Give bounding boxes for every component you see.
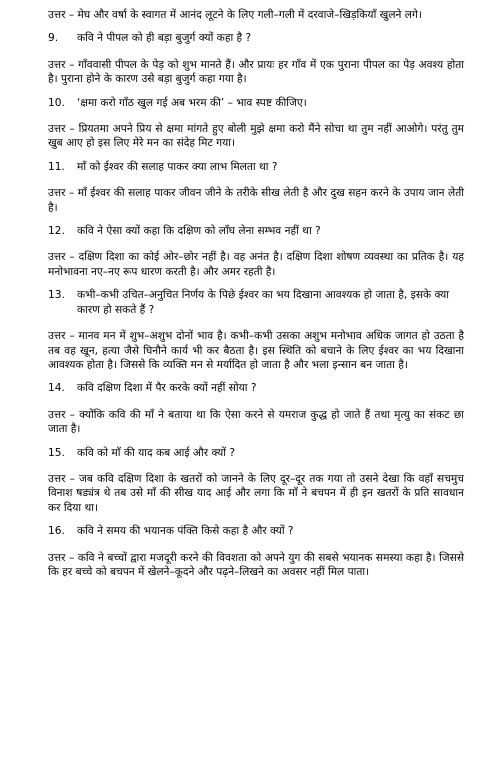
- answer-paragraph: उत्तर – प्रियतमा अपने प्रिय से क्षमा मांगते हुए बोली मुझे क्षमा करो मैंने सोचा था तुम नहीं आओगे। परंतु तुम खुब आए हो इस लिए मेरे मन का संदेह मिट गया।: [48, 123, 464, 150]
- question-number: 13.: [48, 289, 65, 302]
- question-line: [48, 288, 464, 317]
- question-number: 10.: [48, 96, 65, 109]
- question-line: [48, 224, 464, 238]
- question-line: [48, 96, 464, 110]
- answer-paragraph: उत्तर – कवि ने बच्चों द्वारा मजदूरी करने की विवशता को अपने युग की सबसे भयानक समस्या कहा है। जिससे कि हर बच्चे को बचपन में खेलने–कूदने और पढ़ने–लिखने का अवसर नहीं मिल पाता।: [48, 551, 464, 578]
- question-line: [48, 381, 464, 395]
- question-text: कवि ने पीपल को ही बड़ा बुजुर्ग क्यों कहा है ?: [77, 32, 252, 45]
- answer-paragraph: उत्तर – जब कवि दक्षिण दिशा के खतरों को जानने के लिए दूर–दूर तक गया तो उसने देखा कि वहाँ सचमुच विनाश षड्यंत्र थे तब उसे माँ की सीख याद आई और लगा कि माँ ने बचपन में ही इन खतरों के प्रति सावधान कर दिया था।: [48, 472, 464, 514]
- question-number: 9.: [48, 32, 59, 45]
- answer-paragraph: उत्तर – क्योंकि कवि की माँ ने बताया था कि ऐसा करने से यमराज कुद्ध हो जाते हैं तथा मृत्यु का संकट छा जाता है।: [48, 408, 464, 436]
- answer-paragraph: उत्तर – गाँववासी पीपल के पेड़ को शुभ मानते हैं। और प्रायः हर गाँव में एक पुराना पीपल का पेड़ अवश्य होता है। पुराना होने के कारण उसे बड़ा बुजुर्ग कहा गया है।: [48, 58, 464, 86]
- question-line: [48, 31, 464, 45]
- question-number: 15.: [48, 446, 65, 459]
- answer-paragraph: उत्तर – मेघ और वर्षा के स्वागत में आनंद लूटने के लिए गली–गली में दरवाजे–खिड़कियाँ खुलने लगे।: [48, 9, 422, 21]
- question-line: [48, 160, 464, 174]
- question-text: कवि दक्षिण दिशा में पैर करके क्यों नहीं सोया ?: [77, 382, 257, 395]
- question-text: ‘क्षमा करो गाँठ खुल गई अब भरम की’ – भाव स्पष्ट कीजिए।: [77, 96, 307, 109]
- question-text: कवि को माँ की याद कब आई और क्यों ?: [77, 446, 235, 459]
- question-number: 12.: [48, 225, 65, 238]
- question-line: [48, 446, 464, 460]
- question-line: [48, 524, 464, 538]
- question-text: माँ को ईश्वर की सलाह पाकर क्या लाभ मिलता था ?: [77, 160, 278, 173]
- question-text: कवि ने ऐसा क्यों कहा कि दक्षिण को लाँघ लेना सम्भव नहीं था ?: [77, 225, 321, 238]
- question-text: कभी–कभी उचित–अनुचित निर्णय के पिछे ईश्वर का भय दिखाना आवश्यक हो जाता है, इसके क्या कारण हो सकते हैं ?: [77, 289, 450, 316]
- question-number: 14.: [48, 382, 65, 395]
- question-text: कवि ने समय की भयानक पंक्ति किसे कहा है और क्यों ?: [77, 525, 294, 538]
- question-number: 16.: [48, 525, 65, 538]
- answer-paragraph: उत्तर – मानव मन में शुभ–अशुभ दोनों भाव है। कभी–कभी उसका अशुभ मनोभाव अधिक जागत हो उठता है तब वह खून, हत्या जैसे घिनौने कार्य भी कर बैठता है। इस स्थिति को बचाने के लिए ईश्वर का भय दिखाना आवश्यक होता है। जिससे कि व्यक्ति मन से मर्यादित हो जाता है और भला इन्सान बन जाता है।: [48, 330, 464, 371]
- answer-paragraph: उत्तर – माँ ईश्वर की सलाह पाकर जीवन जीने के तरीके सीख लेती है और दुख सहन करने के उपाय जान लेती है।: [48, 187, 464, 214]
- answer-paragraph: उत्तर – दक्षिण दिशा का कोई ओर–छोर नहीं है। वह अनंत है। दक्षिण दिशा शोषण व्यवस्था का प्रतिक है। यह मनोभावना नए–नए रूप धारण करती है। और अमर रहती है।: [48, 251, 464, 278]
- question-number: 11.: [48, 160, 65, 173]
